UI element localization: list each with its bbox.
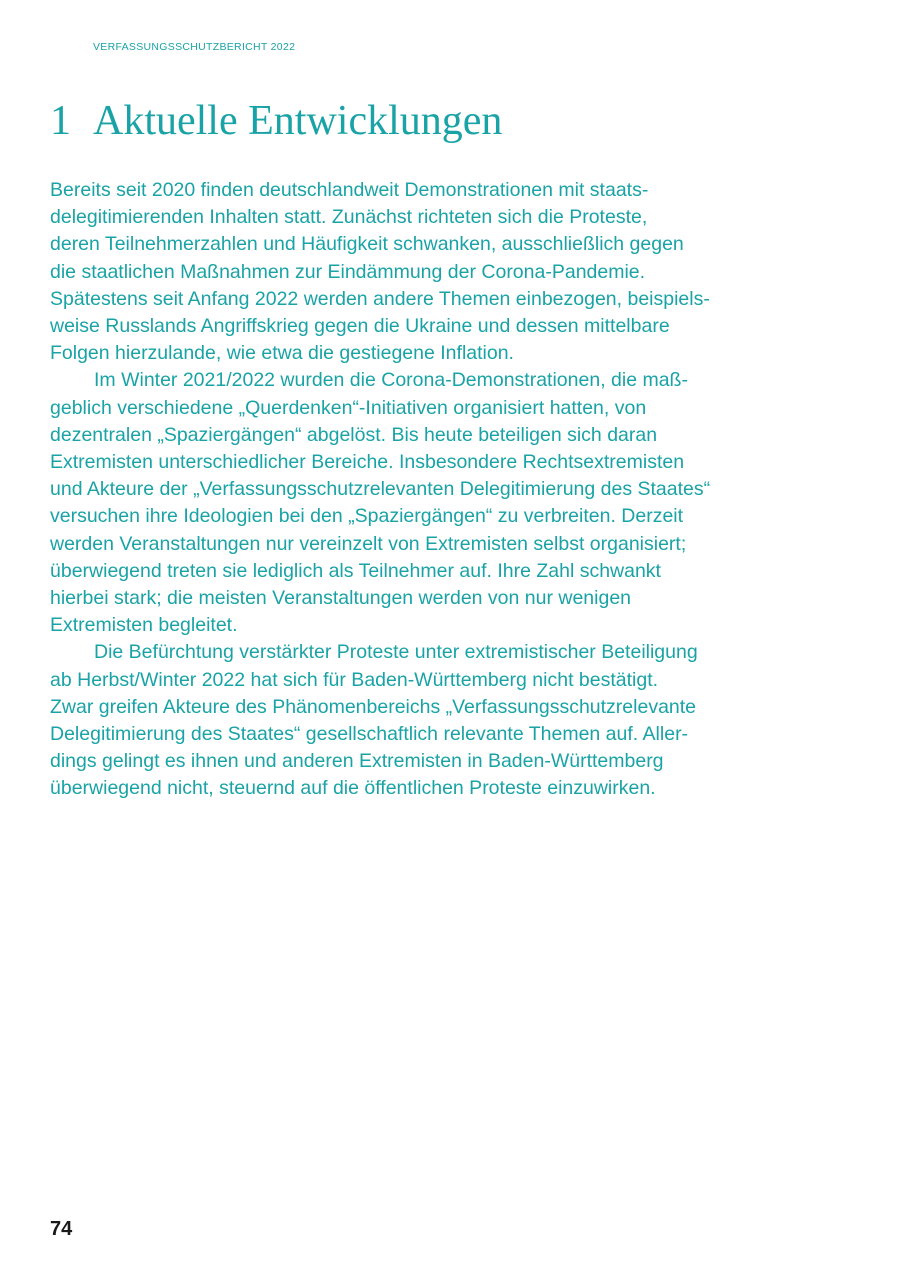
text-line: ab Herbst/Winter 2022 hat sich für Baden-Württemberg nicht bestätigt.: [50, 668, 659, 691]
text-line: Bereits seit 2020 finden deutschlandweit Demonstrationen mit staats-: [50, 179, 649, 201]
text-line: delegitimierenden Inhalten statt. Zunächst richteten sich die Proteste,: [50, 206, 648, 229]
text-line: überwiegend nicht, steuernd auf die öffentlichen Proteste einzuwirken.: [50, 777, 656, 800]
paragraph-3: [50, 639, 780, 802]
chapter-heading: [50, 96, 502, 146]
running-header: VERFASSUNGSSCHUTZBERICHT 2022: [93, 41, 296, 53]
text-line: die staatlichen Maßnahmen zur Eindämmung der Corona-Pandemie.: [50, 260, 646, 283]
text-line: hierbei stark; die meisten Veranstaltungen werden von nur wenigen: [50, 587, 632, 610]
text-line: Extremisten unterschiedlicher Bereiche. Insbesondere Rechtsextremisten: [50, 451, 685, 474]
text-line: Spätestens seit Anfang 2022 werden andere Themen einbezogen, beispiels-: [50, 287, 710, 310]
text-line: werden Veranstaltungen nur vereinzelt von Extremisten selbst organisiert;: [50, 532, 687, 555]
text-line: Folgen hierzulande, wie etwa die gestiegene Inflation.: [50, 342, 514, 365]
paragraph-2: [50, 367, 780, 639]
paragraph-1: [50, 177, 780, 367]
text-line: dings gelingt es ihnen und anderen Extremisten in Baden-Württemberg: [50, 750, 664, 773]
chapter-title: Aktuelle Entwicklungen: [93, 98, 503, 144]
text-line: Extremisten begleitet.: [50, 614, 238, 637]
text-line: deren Teilnehmerzahlen und Häufigkeit schwanken, ausschließlich gegen: [50, 233, 684, 256]
text-line: versuchen ihre Ideologien bei den „Spaziergängen“ zu verbreiten. Derzeit: [50, 505, 684, 528]
page-number: 74: [50, 1218, 73, 1240]
text-line: Zwar greifen Akteure des Phänomenbereichs „Verfassungsschutzrelevante: [50, 695, 697, 718]
text-line: überwiegend treten sie lediglich als Teilnehmer auf. Ihre Zahl schwankt: [50, 559, 661, 582]
text-line: weise Russlands Angriffskrieg gegen die Ukraine und dessen mittelbare: [50, 315, 670, 338]
body-text: [50, 177, 780, 803]
text-line: dezentralen „Spaziergängen“ abgelöst. Bis heute beteiligen sich daran: [50, 423, 658, 446]
chapter-number: 1: [50, 98, 71, 144]
text-line: Im Winter 2021/2022 wurden die Corona-Demonstrationen, die maß-: [94, 369, 688, 392]
text-line: Die Befürchtung verstärkter Proteste unter extremistischer Beteiligung: [94, 641, 698, 664]
text-line: und Akteure der „Verfassungsschutzrelevanten Delegitimierung des Staates“: [50, 478, 711, 501]
text-line: geblich verschiedene „Querdenken“-Initiativen organisiert hatten, von: [50, 396, 647, 419]
text-line: Delegitimierung des Staates“ gesellschaftlich relevante Themen auf. Aller-: [50, 723, 689, 746]
